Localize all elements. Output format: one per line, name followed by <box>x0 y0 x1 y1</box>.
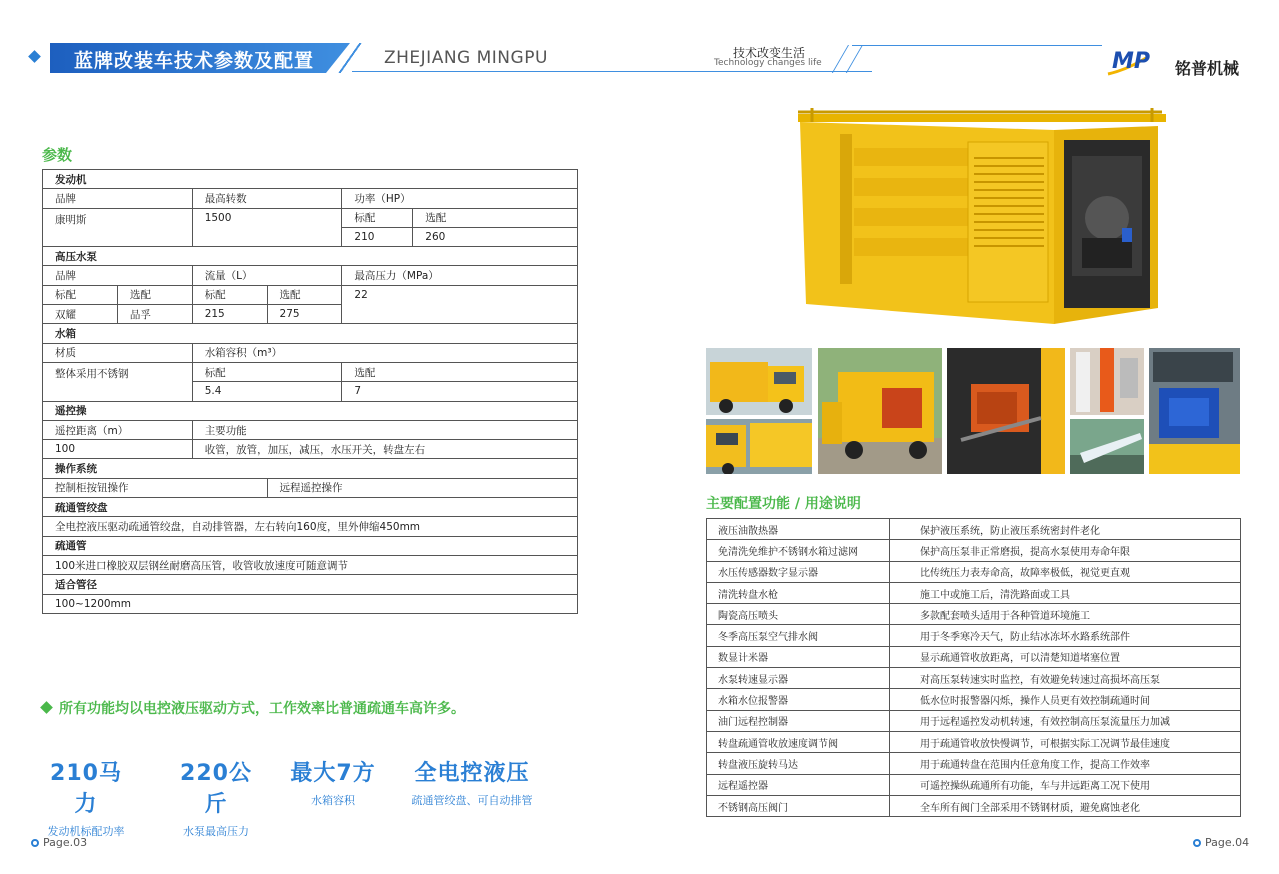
table-row <box>707 753 1241 774</box>
bullet-diamond-icon <box>40 701 53 714</box>
ops-cabinet-buttons: 控制柜按钮操作 <box>43 478 268 497</box>
pump-photo <box>1070 348 1144 415</box>
config-item: 不锈钢高压阀门 <box>707 795 890 816</box>
feature-note <box>42 698 465 718</box>
remote-heading: 遥控操 <box>43 401 578 420</box>
engine-power-label: 功率（HP） <box>342 189 578 208</box>
config-item: 液压油散热器 <box>707 519 890 540</box>
tank-heading: 水箱 <box>43 324 578 343</box>
page-label: Page.03 <box>43 836 88 849</box>
stat-value: 全电控液压 <box>414 761 530 786</box>
tank-material: 整体采用不锈钢 <box>43 362 193 401</box>
pump-brand-opt-label: 选配 <box>117 285 192 304</box>
remote-function-label: 主要功能 <box>192 420 577 439</box>
config-purpose: 用于疏通管收放快慢调节，可根据实际工况调节最佳速度 <box>890 731 1241 752</box>
pump-flow-std-label: 标配 <box>192 285 267 304</box>
config-item: 清洗转盘水枪 <box>707 582 890 603</box>
config-item: 水箱水位报警器 <box>707 689 890 710</box>
brand-name: 铭普机械 <box>1175 59 1240 78</box>
feature-note-text: 所有功能均以电控液压驱动方式，工作效率比普通疏通车高许多。 <box>59 701 465 717</box>
page-number-right <box>1193 836 1249 849</box>
pump-brand-label: 品牌 <box>43 266 193 285</box>
config-purpose: 施工中或施工后，清洗路面或工具 <box>890 582 1241 603</box>
params-section-title: 参数 <box>42 146 73 164</box>
engine-heading: 发动机 <box>43 170 578 189</box>
table-row <box>707 582 1241 603</box>
nozzle-spray-photo <box>1070 419 1144 474</box>
header-slant-line-2 <box>846 45 863 73</box>
engine-std-label: 标配 <box>342 208 413 227</box>
truck-photo-2 <box>706 419 812 474</box>
table-row <box>707 689 1241 710</box>
pump-flow-opt-label: 选配 <box>267 285 342 304</box>
config-item: 冬季高压泵空气排水阀 <box>707 625 890 646</box>
header-slant-line <box>832 45 849 73</box>
ops-heading: 操作系统 <box>43 459 578 478</box>
header-rule <box>352 71 872 72</box>
engine-photo <box>1149 348 1240 474</box>
config-purpose: 可遥控操纵疏通所有功能，车与井远距离工况下使用 <box>890 774 1241 795</box>
slogan-english: Technology changes life <box>714 58 822 68</box>
remote-functions: 收管，放管，加压，减压，水压开关，转盘左右 <box>192 440 577 459</box>
tank-opt-label: 选配 <box>342 362 578 381</box>
config-purpose: 保护液压系统，防止液压系统密封件老化 <box>890 519 1241 540</box>
stat-hydraulic <box>402 756 542 808</box>
remote-distance-label: 遥控距离（m） <box>43 420 193 439</box>
pump-pressure-label: 最高压力（MPa） <box>342 266 578 285</box>
config-purpose: 显示疏通管收放距离，可以清楚知道堵塞位置 <box>890 646 1241 667</box>
company-english-name: ZHEJIANG MINGPU <box>384 48 548 68</box>
table-row <box>707 519 1241 540</box>
engine-speed: 1500 <box>192 208 342 247</box>
config-item: 免清洗免维护不锈钢水箱过滤网 <box>707 540 890 561</box>
table-row <box>707 795 1241 816</box>
pump-brand-std-label: 标配 <box>43 285 118 304</box>
header-diamond-icon <box>28 50 41 63</box>
page-number-left <box>31 836 87 849</box>
table-row <box>707 774 1241 795</box>
truck-photo-1 <box>706 348 812 415</box>
stat-pressure <box>170 756 262 839</box>
slogan-chinese: 技术改变生活 <box>733 46 806 60</box>
pump-pressure: 22 <box>342 285 578 324</box>
svg-text:MP: MP <box>1112 49 1151 74</box>
engine-speed-label: 最高转数 <box>192 189 342 208</box>
config-table <box>706 518 1241 817</box>
hose-description: 100米进口橡胶双层钢丝耐磨高压管，收管收放速度可随意调节 <box>43 555 578 574</box>
stat-value: 210马力 <box>50 761 122 817</box>
remote-distance: 100 <box>43 440 193 459</box>
config-item: 水压传感器数字显示器 <box>707 561 890 582</box>
config-item: 转盘液压旋转马达 <box>707 753 890 774</box>
tank-std-label: 标配 <box>192 362 342 381</box>
tank-volume-label: 水箱容积（m³） <box>192 343 577 362</box>
stat-caption: 疏通管绞盘、可自动排管 <box>411 794 533 807</box>
reel-photo <box>947 348 1065 474</box>
reel-heading: 疏通管绞盘 <box>43 498 578 517</box>
pump-brand-opt: 品孚 <box>117 305 192 324</box>
table-row <box>707 540 1241 561</box>
table-row <box>707 561 1241 582</box>
config-purpose: 比传统压力表寿命高，故障率极低，视觉更直观 <box>890 561 1241 582</box>
config-purpose: 用于疏通转盘在范围内任意角度工作，提高工作效率 <box>890 753 1241 774</box>
table-row <box>707 710 1241 731</box>
config-item: 水泵转速显示器 <box>707 668 890 689</box>
engine-brand: 康明斯 <box>43 208 193 247</box>
engine-brand-label: 品牌 <box>43 189 193 208</box>
reel-description: 全电控液压驱动疏通管绞盘，自动排管器，左右转向160度，里外伸缩450mm <box>43 517 578 536</box>
engine-std-power: 210 <box>342 227 413 246</box>
engine-opt-power: 260 <box>413 227 578 246</box>
table-row <box>707 646 1241 667</box>
table-row <box>707 668 1241 689</box>
header-rule-right <box>852 45 1102 46</box>
tank-material-label: 材质 <box>43 343 193 362</box>
page-label: Page.04 <box>1205 836 1250 849</box>
config-purpose: 用于冬季寒冷天气，防止结冰冻坏水路系统部件 <box>890 625 1241 646</box>
pump-flow-label: 流量（L） <box>192 266 342 285</box>
params-table <box>42 169 578 614</box>
config-purpose: 用于远程遥控发动机转速，有效控制高压泵流量压力加减 <box>890 710 1241 731</box>
config-item: 陶瓷高压喷头 <box>707 604 890 625</box>
config-purpose: 全车所有阀门全部采用不锈钢材质，避免腐蚀老化 <box>890 795 1241 816</box>
tank-opt-volume: 7 <box>342 382 578 401</box>
ops-remote-control: 远程遥控操作 <box>267 478 577 497</box>
stat-tank <box>290 756 376 808</box>
config-item: 油门远程控制器 <box>707 710 890 731</box>
config-purpose: 多款配套喷头适用于各种管道环境施工 <box>890 604 1241 625</box>
pipe-heading: 适合管径 <box>43 575 578 594</box>
tank-std-volume: 5.4 <box>192 382 342 401</box>
table-row <box>707 604 1241 625</box>
table-row <box>707 625 1241 646</box>
config-item: 数显计米器 <box>707 646 890 667</box>
table-row <box>707 731 1241 752</box>
engine-opt-label: 选配 <box>413 208 578 227</box>
stat-caption: 水泵最高压力 <box>183 825 249 838</box>
config-item: 远程遥控器 <box>707 774 890 795</box>
page-title: 蓝牌改装车技术参数及配置 <box>74 50 315 72</box>
mingpu-logo-icon <box>1106 44 1170 76</box>
stat-horsepower <box>42 756 130 839</box>
config-purpose: 低水位时报警器闪烁，操作人员更有效控制疏通时间 <box>890 689 1241 710</box>
page-ring-icon <box>31 839 39 847</box>
config-purpose: 保护高压泵非正常磨损，提高水泵使用寿命年限 <box>890 540 1241 561</box>
pump-heading: 高压水泵 <box>43 247 578 266</box>
config-purpose: 对高压泵转速实时监控，有效避免转速过高损坏高压泵 <box>890 668 1241 689</box>
stat-value: 220公斤 <box>180 761 252 817</box>
truck-photo-3 <box>818 348 942 474</box>
pump-flow-std: 215 <box>192 305 267 324</box>
config-item: 转盘疏通管收放速度调节阀 <box>707 731 890 752</box>
page-ring-icon <box>1193 839 1201 847</box>
pipe-diameter: 100~1200mm <box>43 594 578 613</box>
config-section-title: 主要配置功能 / 用途说明 <box>706 496 861 512</box>
stat-caption: 水箱容积 <box>311 794 355 807</box>
pump-flow-opt: 275 <box>267 305 342 324</box>
pump-brand-std: 双耀 <box>43 305 118 324</box>
stat-caption: 发动机标配功率 <box>47 825 125 838</box>
stat-value: 最大7方 <box>290 761 376 786</box>
hose-heading: 疏通管 <box>43 536 578 555</box>
machine-main-photo <box>792 108 1170 330</box>
